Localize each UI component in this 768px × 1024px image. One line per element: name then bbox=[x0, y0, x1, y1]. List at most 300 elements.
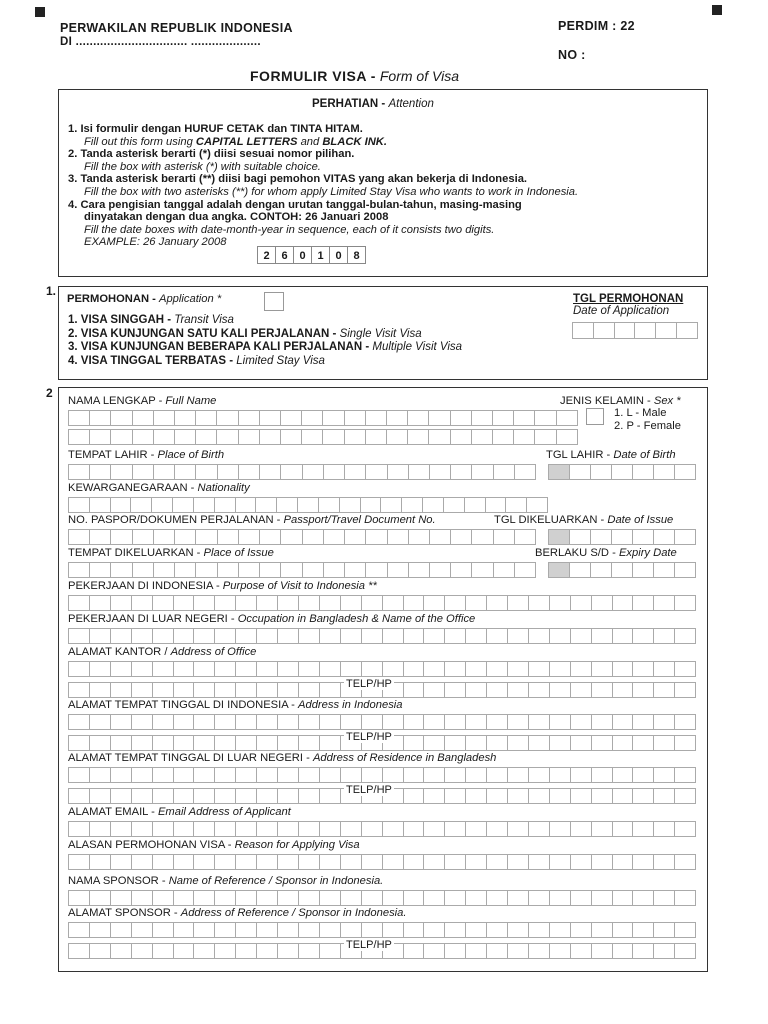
input-cell[interactable] bbox=[528, 628, 549, 644]
office-address-boxes-row1[interactable] bbox=[68, 661, 696, 677]
input-cell[interactable] bbox=[214, 922, 235, 938]
input-cell[interactable] bbox=[152, 922, 173, 938]
input-cell[interactable] bbox=[173, 943, 194, 959]
input-cell[interactable] bbox=[486, 821, 507, 837]
input-cell[interactable] bbox=[674, 628, 696, 644]
input-cell[interactable] bbox=[653, 943, 674, 959]
input-cell[interactable] bbox=[549, 821, 570, 837]
input-cell[interactable] bbox=[450, 464, 471, 480]
input-cell[interactable] bbox=[423, 595, 444, 611]
input-cell[interactable] bbox=[68, 854, 89, 870]
input-cell[interactable] bbox=[570, 922, 591, 938]
input-cell[interactable] bbox=[534, 429, 555, 445]
input-cell[interactable] bbox=[193, 854, 214, 870]
input-cell[interactable] bbox=[110, 628, 131, 644]
input-cell[interactable] bbox=[570, 661, 591, 677]
input-cell[interactable] bbox=[256, 595, 277, 611]
input-cell[interactable] bbox=[89, 890, 110, 906]
input-cell[interactable] bbox=[403, 628, 424, 644]
input-cell[interactable] bbox=[632, 821, 653, 837]
input-cell[interactable] bbox=[131, 922, 152, 938]
input-cell[interactable] bbox=[174, 429, 195, 445]
input-cell[interactable] bbox=[365, 429, 386, 445]
birth-date-boxes[interactable] bbox=[548, 464, 696, 480]
input-cell[interactable] bbox=[590, 464, 611, 480]
input-cell[interactable] bbox=[465, 821, 486, 837]
input-cell[interactable] bbox=[319, 682, 340, 698]
input-cell[interactable] bbox=[674, 922, 696, 938]
input-cell[interactable] bbox=[319, 595, 340, 611]
input-cell[interactable] bbox=[280, 529, 301, 545]
input-cell[interactable] bbox=[591, 595, 612, 611]
input-cell[interactable] bbox=[361, 821, 382, 837]
input-cell[interactable] bbox=[674, 735, 696, 751]
input-cell[interactable] bbox=[277, 854, 298, 870]
input-cell[interactable] bbox=[528, 788, 549, 804]
input-cell[interactable] bbox=[514, 562, 536, 578]
input-cell[interactable] bbox=[549, 682, 570, 698]
input-cell[interactable] bbox=[591, 788, 612, 804]
input-cell[interactable] bbox=[214, 854, 235, 870]
input-cell[interactable] bbox=[634, 322, 655, 339]
input-cell[interactable] bbox=[173, 682, 194, 698]
input-cell[interactable] bbox=[403, 821, 424, 837]
input-cell[interactable] bbox=[89, 529, 110, 545]
input-cell[interactable] bbox=[572, 322, 593, 339]
input-cell[interactable] bbox=[89, 767, 110, 783]
input-cell[interactable] bbox=[429, 464, 450, 480]
input-cell[interactable] bbox=[612, 854, 633, 870]
input-cell[interactable] bbox=[173, 661, 194, 677]
input-cell[interactable] bbox=[68, 682, 89, 698]
input-cell[interactable] bbox=[131, 735, 152, 751]
input-cell[interactable] bbox=[193, 943, 214, 959]
input-cell[interactable] bbox=[570, 821, 591, 837]
input-cell[interactable] bbox=[570, 788, 591, 804]
input-cell[interactable] bbox=[528, 595, 549, 611]
input-cell[interactable] bbox=[110, 788, 131, 804]
input-cell[interactable] bbox=[612, 595, 633, 611]
input-cell[interactable] bbox=[301, 429, 322, 445]
input-cell[interactable] bbox=[302, 464, 323, 480]
input-cell[interactable] bbox=[653, 854, 674, 870]
input-cell[interactable] bbox=[507, 628, 528, 644]
indonesia-address-boxes-row1[interactable] bbox=[68, 714, 696, 730]
input-cell[interactable] bbox=[344, 562, 365, 578]
input-cell[interactable] bbox=[492, 429, 513, 445]
input-cell[interactable] bbox=[110, 821, 131, 837]
input-cell[interactable] bbox=[486, 714, 507, 730]
input-cell[interactable] bbox=[298, 661, 319, 677]
input-cell[interactable] bbox=[152, 735, 173, 751]
input-cell[interactable] bbox=[655, 322, 676, 339]
full-name-boxes-row1[interactable] bbox=[68, 410, 578, 426]
input-cell[interactable] bbox=[507, 595, 528, 611]
input-cell[interactable] bbox=[465, 661, 486, 677]
input-cell[interactable] bbox=[653, 562, 674, 578]
input-cell[interactable] bbox=[513, 410, 534, 426]
input-cell[interactable] bbox=[549, 922, 570, 938]
input-cell[interactable] bbox=[632, 661, 653, 677]
input-cell[interactable] bbox=[110, 497, 131, 513]
input-cell[interactable] bbox=[614, 322, 635, 339]
input-cell[interactable] bbox=[277, 682, 298, 698]
input-cell[interactable] bbox=[653, 628, 674, 644]
input-cell[interactable] bbox=[340, 821, 361, 837]
input-cell[interactable] bbox=[528, 854, 549, 870]
input-cell[interactable] bbox=[152, 943, 173, 959]
input-cell[interactable] bbox=[486, 735, 507, 751]
input-cell[interactable] bbox=[89, 429, 110, 445]
input-cell[interactable] bbox=[653, 767, 674, 783]
input-cell[interactable] bbox=[382, 922, 403, 938]
input-cell[interactable] bbox=[612, 943, 633, 959]
input-cell[interactable] bbox=[632, 464, 653, 480]
input-cell[interactable] bbox=[387, 464, 408, 480]
input-cell[interactable] bbox=[465, 788, 486, 804]
input-cell[interactable] bbox=[217, 464, 238, 480]
input-cell[interactable] bbox=[612, 714, 633, 730]
input-cell[interactable] bbox=[153, 464, 174, 480]
input-cell[interactable] bbox=[302, 529, 323, 545]
input-cell[interactable] bbox=[173, 788, 194, 804]
input-cell[interactable] bbox=[548, 529, 569, 545]
input-cell[interactable] bbox=[444, 682, 465, 698]
input-cell[interactable] bbox=[471, 562, 492, 578]
input-cell[interactable] bbox=[465, 682, 486, 698]
input-cell[interactable] bbox=[674, 682, 696, 698]
input-cell[interactable] bbox=[632, 767, 653, 783]
input-cell[interactable] bbox=[174, 410, 195, 426]
input-cell[interactable] bbox=[507, 943, 528, 959]
input-cell[interactable] bbox=[68, 628, 89, 644]
input-cell[interactable] bbox=[361, 714, 382, 730]
input-cell[interactable] bbox=[110, 661, 131, 677]
input-cell[interactable] bbox=[526, 497, 548, 513]
input-cell[interactable] bbox=[361, 922, 382, 938]
input-cell[interactable] bbox=[591, 922, 612, 938]
input-cell[interactable] bbox=[344, 464, 365, 480]
input-cell[interactable] bbox=[513, 429, 534, 445]
input-cell[interactable] bbox=[214, 661, 235, 677]
input-cell[interactable] bbox=[322, 429, 343, 445]
input-cell[interactable] bbox=[277, 714, 298, 730]
input-cell[interactable] bbox=[591, 854, 612, 870]
input-cell[interactable] bbox=[340, 767, 361, 783]
input-cell[interactable] bbox=[569, 464, 590, 480]
input-cell[interactable] bbox=[235, 595, 256, 611]
full-name-boxes-row2[interactable] bbox=[68, 429, 578, 445]
input-cell[interactable] bbox=[235, 767, 256, 783]
input-cell[interactable] bbox=[450, 562, 471, 578]
input-cell[interactable] bbox=[380, 497, 401, 513]
input-cell[interactable] bbox=[382, 628, 403, 644]
input-cell[interactable] bbox=[68, 890, 89, 906]
input-cell[interactable] bbox=[301, 410, 322, 426]
input-cell[interactable] bbox=[323, 464, 344, 480]
input-cell[interactable] bbox=[556, 410, 578, 426]
input-cell[interactable] bbox=[214, 890, 235, 906]
input-cell[interactable] bbox=[387, 562, 408, 578]
input-cell[interactable] bbox=[238, 429, 259, 445]
input-cell[interactable] bbox=[632, 714, 653, 730]
input-cell[interactable] bbox=[407, 429, 428, 445]
input-cell[interactable] bbox=[403, 714, 424, 730]
input-cell[interactable] bbox=[429, 562, 450, 578]
input-cell[interactable] bbox=[534, 410, 555, 426]
input-cell[interactable] bbox=[382, 595, 403, 611]
input-cell[interactable] bbox=[68, 595, 89, 611]
input-cell[interactable] bbox=[632, 529, 653, 545]
input-cell[interactable] bbox=[505, 497, 526, 513]
input-cell[interactable] bbox=[214, 767, 235, 783]
input-cell[interactable] bbox=[465, 628, 486, 644]
input-cell[interactable] bbox=[593, 322, 614, 339]
input-cell[interactable] bbox=[486, 854, 507, 870]
input-cell[interactable] bbox=[612, 682, 633, 698]
input-cell[interactable] bbox=[590, 562, 611, 578]
input-cell[interactable] bbox=[298, 788, 319, 804]
input-cell[interactable] bbox=[195, 464, 216, 480]
input-cell[interactable] bbox=[132, 464, 153, 480]
input-cell[interactable] bbox=[89, 464, 110, 480]
input-cell[interactable] bbox=[444, 788, 465, 804]
input-cell[interactable] bbox=[486, 595, 507, 611]
input-cell[interactable] bbox=[195, 429, 216, 445]
input-cell[interactable] bbox=[152, 821, 173, 837]
input-cell[interactable] bbox=[319, 767, 340, 783]
input-cell[interactable] bbox=[238, 464, 259, 480]
input-cell[interactable] bbox=[556, 429, 578, 445]
input-cell[interactable] bbox=[365, 464, 386, 480]
input-cell[interactable] bbox=[611, 529, 632, 545]
input-cell[interactable] bbox=[89, 661, 110, 677]
input-cell[interactable] bbox=[277, 943, 298, 959]
input-cell[interactable] bbox=[653, 890, 674, 906]
input-cell[interactable] bbox=[89, 628, 110, 644]
input-cell[interactable] bbox=[674, 943, 696, 959]
input-cell[interactable] bbox=[401, 497, 422, 513]
input-cell[interactable] bbox=[570, 767, 591, 783]
input-cell[interactable] bbox=[130, 497, 151, 513]
input-cell[interactable] bbox=[277, 788, 298, 804]
input-cell[interactable] bbox=[590, 529, 611, 545]
input-cell[interactable] bbox=[528, 922, 549, 938]
input-cell[interactable] bbox=[632, 854, 653, 870]
input-cell[interactable] bbox=[591, 767, 612, 783]
input-cell[interactable] bbox=[68, 529, 89, 545]
input-cell[interactable] bbox=[570, 890, 591, 906]
input-cell[interactable] bbox=[235, 735, 256, 751]
input-cell[interactable] bbox=[173, 890, 194, 906]
input-cell[interactable] bbox=[110, 714, 131, 730]
input-cell[interactable] bbox=[214, 714, 235, 730]
input-cell[interactable] bbox=[653, 735, 674, 751]
input-cell[interactable] bbox=[408, 529, 429, 545]
input-cell[interactable] bbox=[591, 714, 612, 730]
input-cell[interactable] bbox=[110, 682, 131, 698]
input-cell[interactable] bbox=[407, 410, 428, 426]
input-cell[interactable] bbox=[89, 735, 110, 751]
input-cell[interactable] bbox=[174, 562, 195, 578]
input-cell[interactable] bbox=[152, 595, 173, 611]
input-cell[interactable] bbox=[528, 821, 549, 837]
input-cell[interactable] bbox=[674, 562, 696, 578]
input-cell[interactable] bbox=[507, 788, 528, 804]
input-cell[interactable] bbox=[256, 735, 277, 751]
input-cell[interactable] bbox=[280, 464, 301, 480]
input-cell[interactable] bbox=[611, 464, 632, 480]
input-cell[interactable] bbox=[612, 821, 633, 837]
input-cell[interactable] bbox=[173, 595, 194, 611]
input-cell[interactable] bbox=[277, 821, 298, 837]
input-cell[interactable] bbox=[528, 890, 549, 906]
input-cell[interactable] bbox=[110, 943, 131, 959]
input-cell[interactable] bbox=[387, 529, 408, 545]
input-cell[interactable] bbox=[507, 714, 528, 730]
input-cell[interactable] bbox=[277, 628, 298, 644]
input-cell[interactable] bbox=[674, 661, 696, 677]
input-cell[interactable] bbox=[528, 735, 549, 751]
input-cell[interactable] bbox=[340, 890, 361, 906]
input-cell[interactable] bbox=[214, 628, 235, 644]
input-cell[interactable] bbox=[235, 682, 256, 698]
input-cell[interactable] bbox=[235, 714, 256, 730]
input-cell[interactable] bbox=[471, 429, 492, 445]
input-cell[interactable] bbox=[256, 628, 277, 644]
input-cell[interactable] bbox=[319, 735, 340, 751]
input-cell[interactable] bbox=[256, 661, 277, 677]
input-cell[interactable] bbox=[131, 854, 152, 870]
input-cell[interactable] bbox=[361, 661, 382, 677]
input-cell[interactable] bbox=[256, 943, 277, 959]
input-cell[interactable] bbox=[423, 943, 444, 959]
input-cell[interactable] bbox=[277, 922, 298, 938]
input-cell[interactable] bbox=[89, 922, 110, 938]
input-cell[interactable] bbox=[403, 788, 424, 804]
input-cell[interactable] bbox=[569, 562, 590, 578]
input-cell[interactable] bbox=[465, 943, 486, 959]
input-cell[interactable] bbox=[68, 562, 89, 578]
email-boxes[interactable] bbox=[68, 821, 696, 837]
sponsor-name-boxes[interactable] bbox=[68, 890, 696, 906]
purpose-boxes[interactable] bbox=[68, 595, 696, 611]
input-cell[interactable] bbox=[464, 497, 485, 513]
input-cell[interactable] bbox=[674, 854, 696, 870]
input-cell[interactable] bbox=[570, 854, 591, 870]
input-cell[interactable] bbox=[444, 735, 465, 751]
input-cell[interactable] bbox=[465, 714, 486, 730]
input-cell[interactable] bbox=[653, 661, 674, 677]
input-cell[interactable] bbox=[298, 595, 319, 611]
input-cell[interactable] bbox=[507, 661, 528, 677]
input-cell[interactable] bbox=[298, 682, 319, 698]
input-cell[interactable] bbox=[365, 410, 386, 426]
input-cell[interactable] bbox=[444, 821, 465, 837]
input-cell[interactable] bbox=[319, 854, 340, 870]
input-cell[interactable] bbox=[216, 410, 237, 426]
input-cell[interactable] bbox=[632, 890, 653, 906]
input-cell[interactable] bbox=[131, 628, 152, 644]
input-cell[interactable] bbox=[132, 562, 153, 578]
input-cell[interactable] bbox=[423, 735, 444, 751]
input-cell[interactable] bbox=[450, 429, 471, 445]
input-cell[interactable] bbox=[493, 562, 514, 578]
input-cell[interactable] bbox=[89, 854, 110, 870]
input-cell[interactable] bbox=[256, 767, 277, 783]
input-cell[interactable] bbox=[235, 628, 256, 644]
input-cell[interactable] bbox=[403, 735, 424, 751]
input-cell[interactable] bbox=[486, 767, 507, 783]
input-cell[interactable] bbox=[382, 661, 403, 677]
input-cell[interactable] bbox=[548, 464, 569, 480]
input-cell[interactable] bbox=[214, 595, 235, 611]
input-cell[interactable] bbox=[151, 497, 172, 513]
input-cell[interactable] bbox=[423, 767, 444, 783]
input-cell[interactable] bbox=[68, 788, 89, 804]
input-cell[interactable] bbox=[486, 628, 507, 644]
input-cell[interactable] bbox=[382, 714, 403, 730]
input-cell[interactable] bbox=[403, 767, 424, 783]
passport-boxes[interactable] bbox=[68, 529, 536, 545]
input-cell[interactable] bbox=[340, 922, 361, 938]
input-cell[interactable] bbox=[340, 714, 361, 730]
input-cell[interactable] bbox=[632, 628, 653, 644]
input-cell[interactable] bbox=[422, 497, 443, 513]
input-cell[interactable] bbox=[319, 821, 340, 837]
input-cell[interactable] bbox=[277, 767, 298, 783]
input-cell[interactable] bbox=[423, 922, 444, 938]
input-cell[interactable] bbox=[591, 735, 612, 751]
input-cell[interactable] bbox=[68, 661, 89, 677]
input-cell[interactable] bbox=[591, 682, 612, 698]
input-cell[interactable] bbox=[486, 943, 507, 959]
input-cell[interactable] bbox=[444, 714, 465, 730]
input-cell[interactable] bbox=[612, 788, 633, 804]
input-cell[interactable] bbox=[277, 595, 298, 611]
input-cell[interactable] bbox=[131, 595, 152, 611]
input-cell[interactable] bbox=[152, 788, 173, 804]
input-cell[interactable] bbox=[110, 464, 131, 480]
input-cell[interactable] bbox=[323, 562, 344, 578]
input-cell[interactable] bbox=[214, 682, 235, 698]
input-cell[interactable] bbox=[549, 854, 570, 870]
input-cell[interactable] bbox=[235, 821, 256, 837]
input-cell[interactable] bbox=[68, 922, 89, 938]
input-cell[interactable] bbox=[152, 854, 173, 870]
input-cell[interactable] bbox=[302, 562, 323, 578]
input-cell[interactable] bbox=[632, 682, 653, 698]
input-cell[interactable] bbox=[570, 628, 591, 644]
input-cell[interactable] bbox=[152, 767, 173, 783]
input-cell[interactable] bbox=[193, 890, 214, 906]
birth-place-boxes[interactable] bbox=[68, 464, 536, 480]
input-cell[interactable] bbox=[361, 767, 382, 783]
input-cell[interactable] bbox=[653, 922, 674, 938]
input-cell[interactable] bbox=[612, 890, 633, 906]
input-cell[interactable] bbox=[152, 682, 173, 698]
input-cell[interactable] bbox=[68, 429, 89, 445]
input-cell[interactable] bbox=[514, 464, 536, 480]
input-cell[interactable] bbox=[444, 854, 465, 870]
input-cell[interactable] bbox=[277, 890, 298, 906]
input-cell[interactable] bbox=[131, 767, 152, 783]
input-cell[interactable] bbox=[322, 410, 343, 426]
input-cell[interactable] bbox=[570, 682, 591, 698]
input-cell[interactable] bbox=[361, 628, 382, 644]
input-cell[interactable] bbox=[403, 682, 424, 698]
input-cell[interactable] bbox=[256, 890, 277, 906]
